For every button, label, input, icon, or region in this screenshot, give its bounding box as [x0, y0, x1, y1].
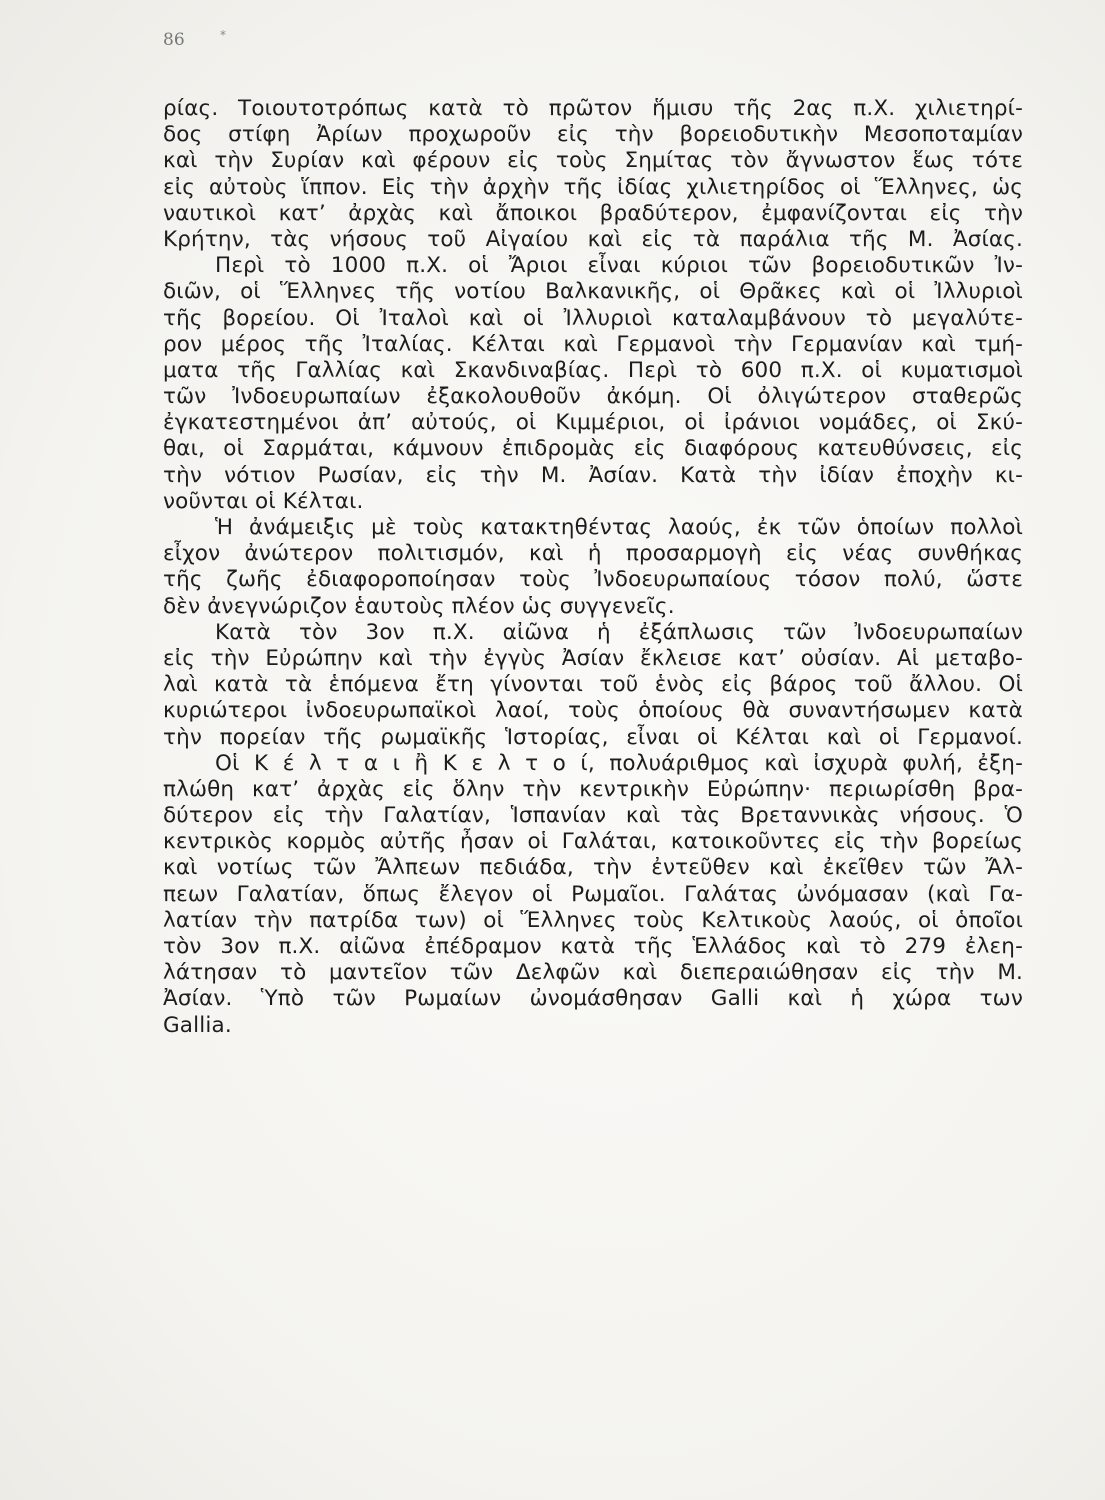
- text-line: τὴν πορείαν τῆς ρωμαϊκῆς Ἱστορίας, εἶναι οἱ Κέλται καὶ οἱ Γερμανοί.: [163, 724, 1023, 750]
- text-line: ναυτικοὶ κατ’ ἀρχὰς καὶ ἄποικοι βραδύτερον, ἐμφανίζονται εἰς τὴν: [163, 200, 1023, 226]
- text-line: Οἱ Κ έ λ τ α ι ἢ Κ ε λ τ ο ί, πολυάριθμος καὶ ἰσχυρὰ φυλή, ἐξη-: [215, 750, 1023, 776]
- text-line: θαι, οἱ Σαρμάται, κάμνουν ἐπιδρομὰς εἰς διαφόρους κατευθύνσεις, εἰς: [163, 436, 1023, 462]
- text-line: διῶν, οἱ Ἕλληνες τῆς νοτίου Βαλκανικῆς, οἱ Θρᾶκες καὶ οἱ Ἰλλυριοὶ: [163, 279, 1023, 305]
- text-line: νοῦνται οἱ Κέλται.: [163, 488, 364, 514]
- text-line: εἶχον ἀνώτερον πολιτισμόν, καὶ ἡ προσαρμογὴ εἰς νέας συνθήκας: [163, 541, 1023, 567]
- text-line: λάτησαν τὸ μαντεῖον τῶν Δελφῶν καὶ διεπεραιώθησαν εἰς τὴν Μ.: [163, 960, 1023, 986]
- text-line: καὶ τὴν Συρίαν καὶ φέρουν εἰς τοὺς Σημίτας τὸν ἄγνωστον ἕως τότε: [163, 148, 1023, 174]
- body-text: [163, 96, 1023, 1039]
- text-line: δὲν ἀνεγνώριζον ἑαυτοὺς πλέον ὡς συγγενεῖς.: [163, 593, 675, 619]
- text-line: εἰς αὐτοὺς ἵππον. Εἰς τὴν ἀρχὴν τῆς ἰδίας χιλιετηρίδος οἱ Ἕλληνες, ὡς: [163, 174, 1023, 200]
- text-line: Ἡ ἀνάμειξις μὲ τοὺς κατακτηθέντας λαούς, ἐκ τῶν ὁποίων πολλοὶ: [215, 515, 1023, 540]
- text-line: λαὶ κατὰ τὰ ἑπόμενα ἔτη γίνονται τοῦ ἑνὸς εἰς βάρος τοῦ ἄλλου. Οἱ: [163, 672, 1023, 698]
- text-line: τὸν 3ον π.Χ. αἰῶνα ἐπέδραμον κατὰ τῆς Ἑλλάδος καὶ τὸ 279 ἐλεη-: [163, 934, 1023, 959]
- page-number: 86: [163, 30, 185, 50]
- text-line: τῶν Ἰνδοευρωπαίων ἐξακολουθοῦν ἀκόμη. Οἱ ὀλιγώτερον σταθερῶς: [163, 384, 1023, 410]
- text-line: δος στίφη Ἀρίων προχωροῦν εἰς τὴν βορειοδυτικὴν Μεσοποταμίαν: [163, 122, 1023, 148]
- text-line: πεων Γαλατίαν, ὅπως ἔλεγον οἱ Ρωμαῖοι. Γαλάτας ὠνόμασαν (καὶ Γα-: [163, 881, 1023, 907]
- text-line: ἐγκατεστημένοι ἀπ’ αὐτούς, οἱ Κιμμέριοι, οἱ ἰράνιοι νομάδες, οἱ Σκύ-: [163, 410, 1023, 436]
- text-line: πλώθη κατ’ ἀρχὰς εἰς ὅλην τὴν κεντρικὴν Εὐρώπην· περιωρίσθη βρα-: [163, 776, 1023, 802]
- text-line: Κρήτην, τὰς νήσους τοῦ Αἰγαίου καὶ εἰς τὰ παράλια τῆς Μ. Ἀσίας.: [163, 226, 1023, 252]
- text-line: τῆς ζωῆς ἐδιαφοροποίησαν τοὺς Ἰνδοευρωπαίους τόσον πολύ, ὥστε: [163, 567, 1023, 593]
- text-line: ρίας. Τοιουτοτρόπως κατὰ τὸ πρῶτον ἥμισυ τῆς 2ας π.Χ. χιλιετηρί-: [163, 96, 1023, 121]
- text-line: Gallia.: [163, 1012, 232, 1038]
- text-line: κυριώτεροι ἰνδοευρωπαϊκοὶ λαοί, τοὺς ὁποίους θὰ συναντήσωμεν κατὰ: [163, 698, 1023, 724]
- text-line: δύτερον εἰς τὴν Γαλατίαν, Ἱσπανίαν καὶ τὰς Βρεταννικὰς νήσους. Ὁ: [163, 803, 1023, 829]
- text-line: λατίαν τὴν πατρίδα των) οἱ Ἕλληνες τοὺς Κελτικοὺς λαούς, οἱ ὁποῖοι: [163, 907, 1023, 933]
- page-mark: *: [220, 28, 226, 42]
- text-line: Ἀσίαν. Ὑπὸ τῶν Ρωμαίων ὠνομάσθησαν Galli καὶ ἡ χώρα των: [163, 986, 1023, 1012]
- text-line: τὴν νότιον Ρωσίαν, εἰς τὴν Μ. Ἀσίαν. Κατὰ τὴν ἰδίαν ἐποχὴν κι-: [163, 462, 1023, 488]
- text-line: Περὶ τὸ 1000 π.Χ. οἱ Ἄριοι εἶναι κύριοι τῶν βορειοδυτικῶν Ἰν-: [215, 253, 1023, 279]
- text-line: καὶ νοτίως τῶν Ἄλπεων πεδιάδα, τὴν ἐντεῦθεν καὶ ἐκεῖθεν τῶν Ἄλ-: [163, 855, 1023, 881]
- text-line: Κατὰ τὸν 3ον π.Χ. αἰῶνα ἡ ἐξάπλωσις τῶν Ἰνδοευρωπαίων: [215, 619, 1023, 645]
- text-line: ρον μέρος τῆς Ἰταλίας. Κέλται καὶ Γερμανοὶ τὴν Γερμανίαν καὶ τμή-: [163, 331, 1023, 357]
- text-line: τῆς βορείου. Οἱ Ἰταλοὶ καὶ οἱ Ἰλλυριοὶ καταλαμβάνουν τὸ μεγαλύτε-: [163, 305, 1023, 331]
- text-line: εἰς τὴν Εὐρώπην καὶ τὴν ἐγγὺς Ἀσίαν ἔκλεισε κατ’ οὐσίαν. Αἱ μεταβο-: [163, 645, 1023, 671]
- text-line: ματα τῆς Γαλλίας καὶ Σκανδιναβίας. Περὶ τὸ 600 π.Χ. οἱ κυματισμοὶ: [163, 357, 1023, 383]
- text-line: κεντρικὸς κορμὸς αὐτῆς ἦσαν οἱ Γαλάται, κατοικοῦντες εἰς τὴν βορείως: [163, 829, 1023, 855]
